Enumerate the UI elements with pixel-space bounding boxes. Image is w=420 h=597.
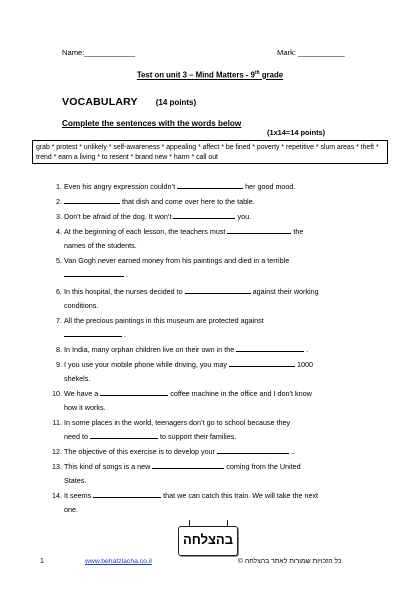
question-text: that we can catch this train. We will take the next	[163, 491, 319, 500]
question-text: All the precious paintings in this museum are protected against	[64, 316, 264, 325]
question-text: In some places in the world, teenagers don’t go to school because they	[64, 418, 291, 427]
answer-blank[interactable]	[229, 358, 295, 367]
question-text-continued: one.	[64, 505, 78, 514]
answer-blank[interactable]	[173, 210, 235, 219]
question-text: coming from the United	[226, 462, 301, 471]
question-text: her good mood.	[245, 182, 296, 191]
instruction-points: (1x14=14 points)	[267, 128, 326, 137]
question-text: Don’t be afraid of the dog. It won’t	[64, 212, 172, 221]
title-superscript: th	[254, 70, 260, 76]
answer-blank[interactable]	[152, 460, 224, 469]
question-number: 1.	[56, 182, 62, 191]
question-text: .	[306, 345, 309, 354]
logo-pin-right	[227, 520, 228, 526]
answer-blank[interactable]	[64, 328, 122, 337]
behatzlacha-logo	[178, 526, 238, 556]
answer-blank[interactable]	[227, 225, 291, 234]
question-text: the	[293, 227, 304, 236]
question-text: 1000	[297, 360, 314, 369]
question-text: coffee machine in the office and I don’t know	[170, 389, 312, 398]
question-text: The objective of this exercise is to develop your	[64, 447, 216, 456]
question-text: Van Gogh never earned money from his paintings and died in a terrible	[64, 256, 290, 265]
section-heading	[62, 96, 196, 108]
question-number: 14.	[52, 491, 62, 500]
footer-website-link[interactable]: www.behatzlacha.co.il	[85, 558, 152, 565]
question-number: 8.	[56, 345, 62, 354]
question-number: 5.	[56, 256, 62, 265]
question-number: 12.	[52, 447, 62, 456]
page-number: 1	[40, 558, 44, 565]
question-text-continued: need to	[64, 432, 88, 441]
question-number: 2.	[56, 197, 62, 206]
question-text: It seems	[64, 491, 92, 500]
logo-text: בהצלחה	[182, 532, 234, 547]
question-text-continued: how it works.	[64, 403, 106, 412]
question-number: 6.	[56, 287, 62, 296]
title-tail: grade	[259, 70, 284, 80]
question-text-continued: shekels.	[64, 374, 91, 383]
word-bank-text: grab * protest * unlikely * self-awareness * appealing * affect * be fined * poverty * repetitive * slum areas * theft * trend * earn a living * to resent * brand new * harm * call out	[36, 144, 379, 161]
section-points: (14 points)	[155, 98, 197, 107]
question-text-end: ..	[291, 447, 296, 456]
question-text-continued: names of the students.	[64, 241, 137, 250]
question-text: In this hospital, the nurses decided to	[64, 287, 183, 296]
answer-blank[interactable]	[64, 268, 124, 277]
question-text: you.	[237, 212, 252, 221]
logo-pin-left	[189, 520, 190, 526]
question-text-end: .	[126, 270, 128, 279]
header-row	[62, 48, 358, 57]
answer-blank[interactable]	[90, 430, 158, 439]
question-number: 9.	[56, 360, 62, 369]
answer-blank[interactable]	[100, 387, 168, 396]
footer-copyright: כל הזכויות שמורות לאתר בהצלחה ©	[238, 558, 342, 565]
question-text: In India, many orphan children live on their own in the	[64, 345, 235, 354]
question-number: 10.	[52, 389, 62, 398]
section-title: VOCABULARY	[62, 96, 138, 108]
answer-blank[interactable]	[236, 343, 304, 352]
question-text: Even his angry expression couldn’t	[64, 182, 176, 191]
question-text-continued: conditions.	[64, 301, 99, 310]
title-main: Test on unit 3 – Mind Matters - 9	[136, 70, 255, 80]
question-text: This kind of songs is a new	[64, 462, 151, 471]
question-text-continued: States.	[64, 476, 87, 485]
test-title	[0, 70, 420, 80]
question-number: 7.	[56, 316, 62, 325]
name-field-label: Name:____________	[62, 48, 136, 57]
question-text: that dish and come over here to the table.	[122, 197, 255, 206]
question-text: to support their families.	[159, 432, 237, 441]
mark-field-label: Mark: ___________	[277, 48, 345, 57]
answer-blank[interactable]	[185, 285, 251, 294]
answer-blank[interactable]	[217, 445, 289, 454]
question-number: 13.	[52, 462, 62, 471]
word-bank-box	[32, 140, 388, 164]
question-text: against their working	[252, 287, 319, 296]
answer-blank[interactable]	[93, 489, 161, 498]
question-text: At the beginning of each lesson, the teachers must	[64, 227, 226, 236]
answer-blank[interactable]	[64, 195, 120, 204]
question-number: 11.	[52, 418, 62, 427]
answer-blank[interactable]	[177, 180, 243, 189]
question-text: I you use your mobile phone while driving, you may	[64, 360, 228, 369]
question-text: We have a	[64, 389, 99, 398]
question-number: 4.	[56, 227, 62, 236]
question-number: 3.	[56, 212, 62, 221]
question-text-end: .	[124, 330, 126, 339]
instruction-text: Complete the sentences with the words below	[62, 119, 242, 128]
